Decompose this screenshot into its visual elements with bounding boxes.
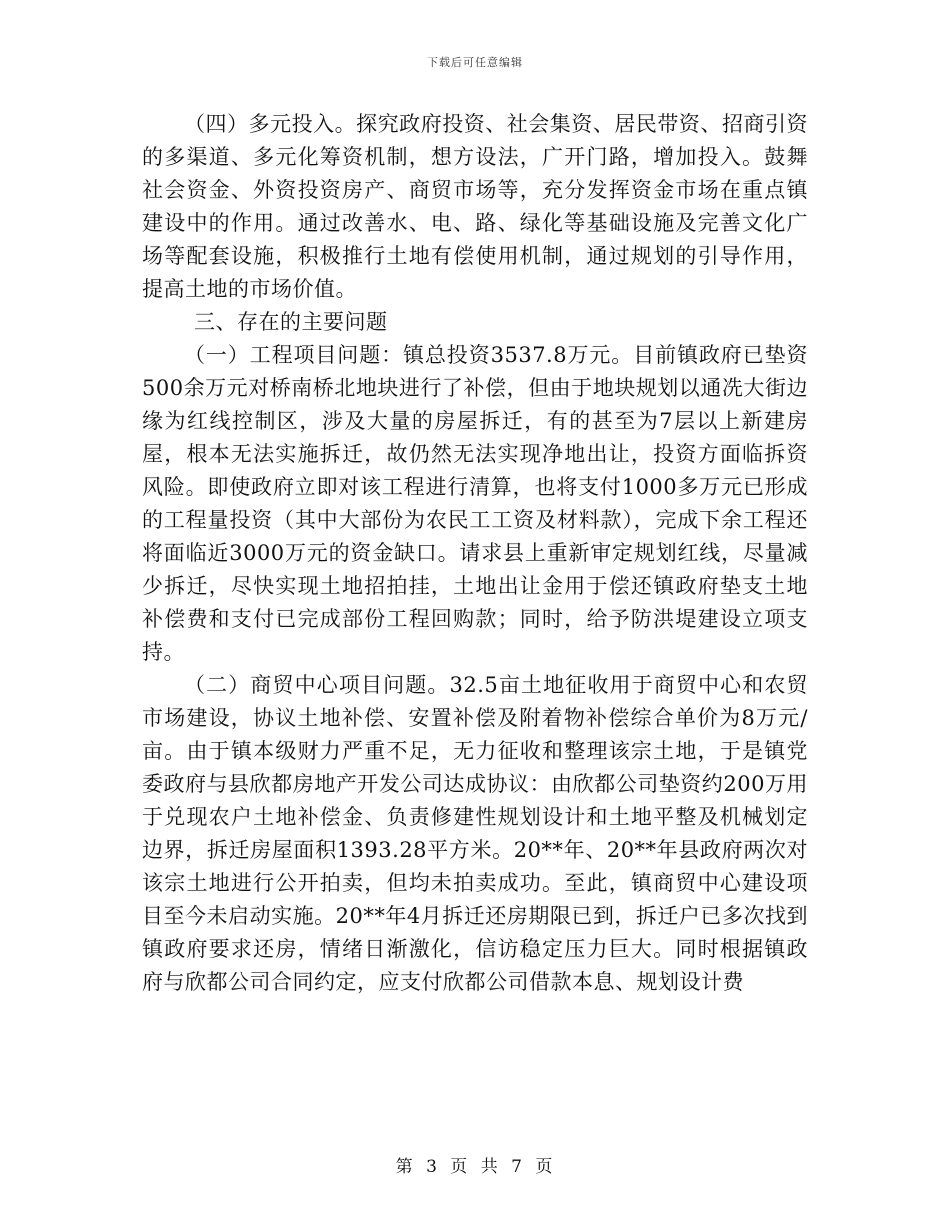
document-body bbox=[142, 108, 808, 999]
paragraph-engineering-project-issues: （一）工程项目问题：镇总投资3537.8万元。目前镇政府已垫资500余万元对桥南桥北地块进行了补偿，但由于地块规划以通冼大街边缘为红线控制区，涉及大量的房屋拆迁，有的甚至为7层以上新建房屋，根本无法实施拆迁，故仍然无法实现净地出让，投资方面临拆资风险。即使政府立即对该工程进行清算，也将支付1000多万元已形成的工程量投资（其中大部份为农民工工资及材料款），完成下余工程还将面临近3000万元的资金缺口。请求县上重新审定规划红线，尽量减少拆迁，尽快实现土地招拍挂，土地出让金用于偿还镇政府垫支土地补偿费和支付已完成部份工程回购款；同时，给予防洪堤建设立项支持。 bbox=[142, 343, 808, 664]
section-heading-main-problems: 三、存在的主要问题 bbox=[194, 310, 388, 334]
page-header: 下载后可任意编辑 bbox=[427, 56, 523, 69]
paragraph-diversified-investment: （四）多元投入。探究政府投资、社会集资、居民带资、招商引资的多渠道、多元化筹资机制，想方设法，广开门路，增加投入。鼓舞社会资金、外资投资房产、商贸市场等，充分发挥资金市场在重点镇建设中的作用。通过改善水、电、路、绿化等基础设施及完善文化广场等配套设施，积极推行土地有偿使用机制，通过规划的引导作用，提高土地的市场价值。 bbox=[142, 112, 808, 301]
page-number-footer: 第 3 页 共 7 页 bbox=[395, 1157, 555, 1177]
paragraph-trade-center-issues: （二）商贸中心项目问题。32.5亩土地征收用于商贸中心和农贸市场建设，协议土地补偿、安置补偿及附着物补偿综合单价为8万元/亩。由于镇本级财力严重不足，无力征收和整理该宗土地，于是镇党委政府与县欣都房地产开发公司达成协议：由欣都公司垫资约200万用于兑现农户土地补偿金、负责修建性规划设计和土地平整及机械划定边界，拆迁房屋面积1393.28平方米。20**年、20**年县政府两次对该宗土地进行公开拍卖，但均未拍卖成功。至此，镇商贸中心建设项目至今未启动实施。20**年4月拆迁还房期限已到，拆迁户已多次找到镇政府要求还房，情绪日渐激化，信访稳定压力巨大。同时根据镇政府与欣都公司合同约定，应支付欣都公司借款本息、规划设计费 bbox=[142, 673, 808, 994]
